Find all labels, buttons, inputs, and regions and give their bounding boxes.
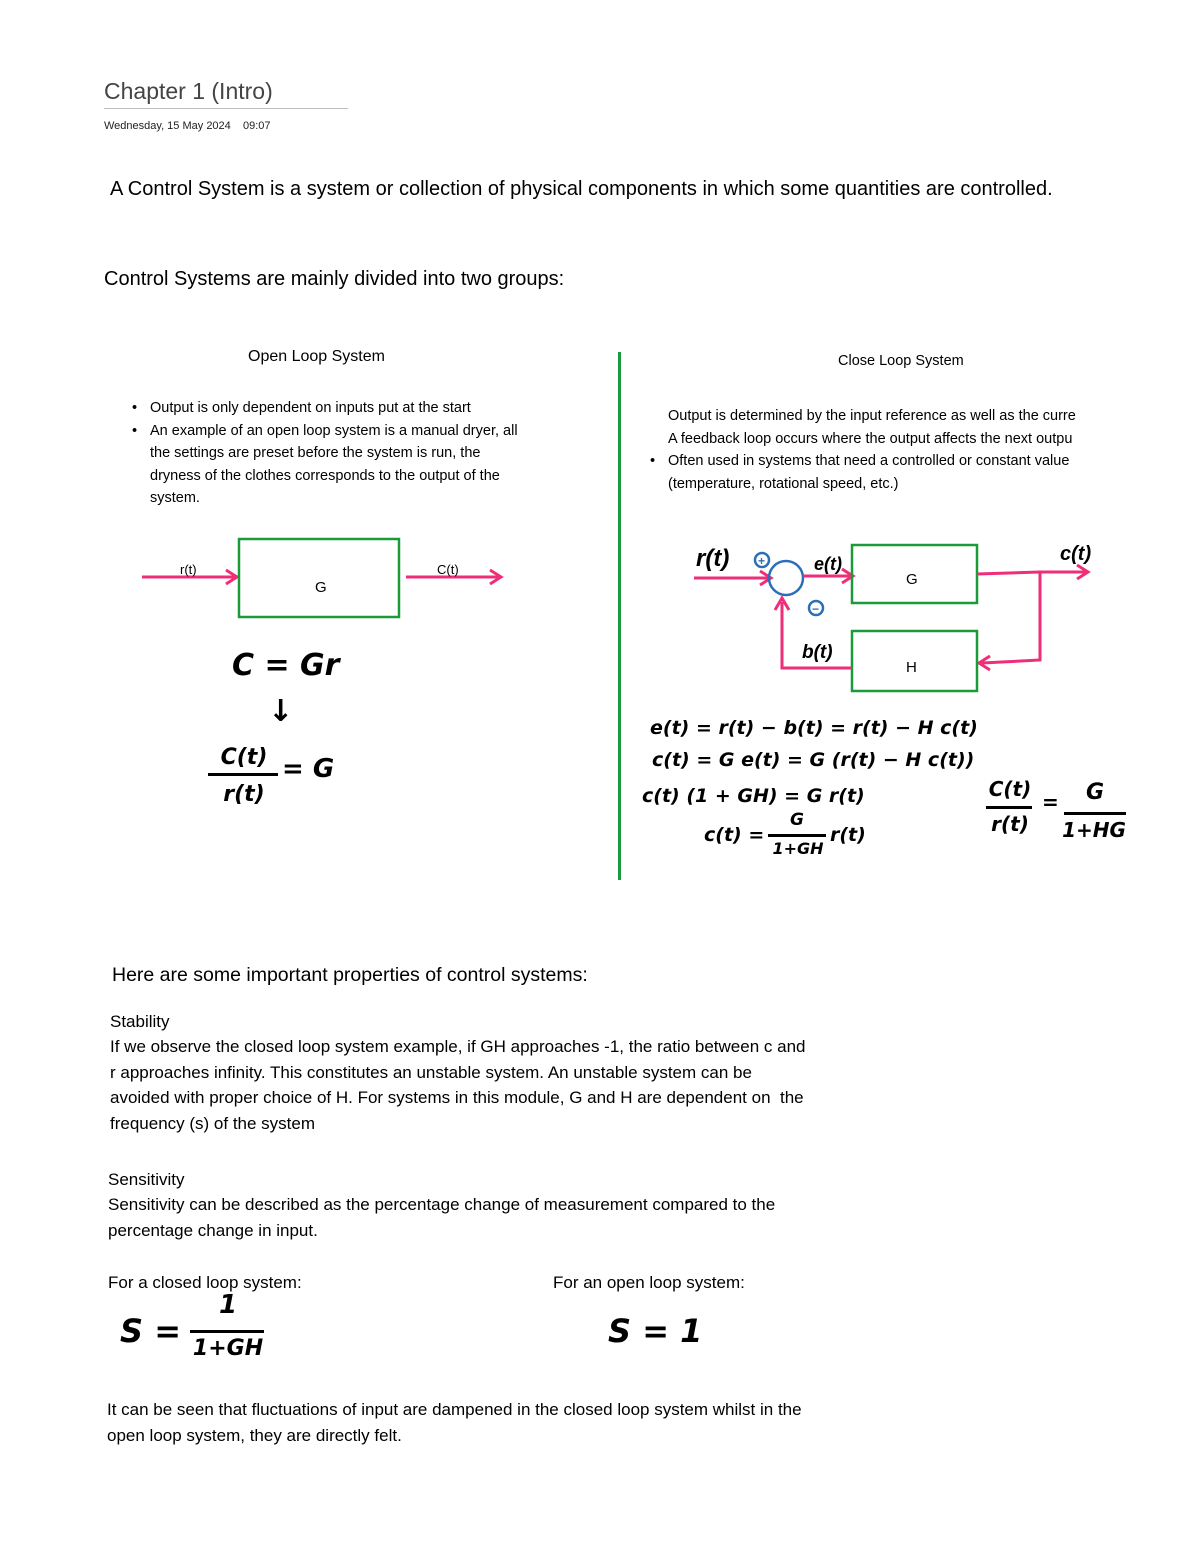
intro-text: A Control System is a system or collection of physical components in which some quantities are controlled. — [110, 178, 1053, 200]
closed-loop-diagram — [690, 530, 1110, 700]
feedback-label: b(t) — [802, 642, 833, 663]
open-loop-bullet: • Output is only dependent on inputs put at the start — [150, 397, 600, 420]
bullet-line: the settings are preset before the system is run, the — [150, 445, 481, 461]
input-label: r(t) — [180, 562, 197, 577]
properties-heading: Here are some important properties of control systems: — [112, 964, 588, 986]
page-datetime: Wednesday, 15 May 2024 09:07 — [104, 120, 271, 132]
derivation-line-4-rhs: r(t) — [830, 824, 866, 846]
derivation-line-4-lhs: c(t) = — [704, 824, 765, 846]
closed-sens-den: 1+GH — [192, 1336, 264, 1361]
groups-heading: Control Systems are mainly divided into two groups: — [104, 268, 565, 290]
open-loop-bullet — [150, 420, 600, 510]
column-divider — [618, 352, 621, 880]
open-loop-sensitivity-label: For an open loop system: — [553, 1273, 745, 1292]
output-label: C(t) — [437, 562, 459, 577]
bullet-line: • Often used in systems that need a controlled or constant value — [668, 453, 1070, 469]
feedback-path — [982, 572, 1040, 663]
paragraph-line: avoided with proper choice of H. For systems in this module, G and H are dependent on the — [110, 1088, 804, 1107]
closed-loop-bullet: • Output is determined by the input reference as well as the curre — [668, 405, 1168, 428]
paragraph-line: Sensitivity can be described as the percentage change of measurement compared to the — [108, 1195, 776, 1214]
g-block-label: G — [315, 579, 327, 596]
derivation-fraction-bar — [768, 834, 826, 837]
bullet-line: • An example of an open loop system is a manual dryer, all — [150, 422, 518, 439]
derivation-line-2: c(t) = G e(t) = G (r(t) − H c(t)) — [652, 749, 975, 771]
frac-denominator: r(t) — [223, 782, 265, 807]
paragraph-line: If we observe the closed loop system example, if GH approaches -1, the ratio between c and — [110, 1037, 806, 1056]
input-label: r(t) — [696, 545, 730, 572]
page-title: Chapter 1 (Intro) — [104, 78, 273, 104]
derivation-line-1: e(t) = r(t) − b(t) = r(t) − H c(t) — [650, 717, 978, 739]
tf-fraction-bar — [986, 806, 1032, 809]
tf-right-fraction-bar — [1064, 812, 1126, 815]
tf-right-numerator: G — [1085, 780, 1105, 805]
handwritten-eq-c-gr: C = Gr — [232, 648, 340, 683]
fraction-bar — [208, 773, 278, 776]
down-arrow-icon: ↓ — [268, 694, 294, 729]
open-loop-diagram — [130, 530, 520, 630]
stability-body — [110, 1034, 910, 1136]
derivation-line-4-den: 1+GH — [772, 839, 824, 858]
tf-numerator: C(t) — [988, 777, 1032, 801]
h-block-label: H — [906, 659, 917, 676]
sensitivity-body — [108, 1192, 908, 1243]
conclusion-text — [107, 1397, 927, 1448]
bullet-line: system. — [150, 490, 200, 506]
minus-sign: − — [812, 602, 820, 616]
tf-equals: = — [1042, 790, 1059, 814]
g-block-label: G — [906, 571, 918, 588]
frac-rhs: = G — [282, 754, 335, 784]
derivation-line-4-num: G — [790, 810, 804, 830]
sensitivity-title: Sensitivity — [108, 1170, 185, 1189]
paragraph-line: r approaches infinity. This constitutes an unstable system. An unstable system can be — [110, 1062, 752, 1082]
closed-loop-title: Close Loop System — [838, 353, 964, 369]
open-sens-eq: S = 1 — [608, 1312, 703, 1350]
open-loop-bullets — [128, 397, 600, 510]
output-arrow-line — [977, 572, 1085, 574]
summing-junction — [769, 561, 803, 595]
stability-title: Stability — [110, 1012, 170, 1031]
title-underline — [104, 108, 348, 109]
open-loop-title: Open Loop System — [248, 348, 385, 365]
bullet-line: (temperature, rotational speed, etc.) — [668, 475, 899, 492]
closed-sens-num: 1 — [218, 1290, 238, 1320]
plus-sign: + — [758, 554, 766, 568]
bullet-line: dryness of the clothes corresponds to the output of the — [150, 467, 500, 484]
derivation-line-3: c(t) (1 + GH) = G r(t) — [642, 785, 865, 807]
closed-loop-bullet — [668, 450, 1168, 495]
paragraph-line: percentage change in input. — [108, 1220, 318, 1240]
g-block — [239, 539, 399, 617]
tf-right-denominator: 1+HG — [1062, 818, 1126, 842]
paragraph-line: open loop system, they are directly felt. — [107, 1425, 402, 1445]
tf-denominator: r(t) — [991, 812, 1029, 836]
closed-sens-fraction-bar — [190, 1330, 264, 1333]
output-label: c(t) — [1060, 543, 1092, 565]
paragraph-line: frequency (s) of the system — [110, 1113, 316, 1133]
closed-loop-sensitivity-label: For a closed loop system: — [108, 1273, 302, 1292]
closed-loop-bullets — [646, 405, 1168, 495]
frac-numerator: C(t) — [220, 745, 268, 770]
error-label: e(t) — [814, 554, 842, 574]
closed-loop-bullet: • A feedback loop occurs where the output affects the next outpu — [668, 428, 1168, 451]
closed-sens-lhs: S = — [120, 1312, 181, 1350]
paragraph-line: It can be seen that fluctuations of input are dampened in the closed loop system whilst in the — [107, 1400, 802, 1419]
